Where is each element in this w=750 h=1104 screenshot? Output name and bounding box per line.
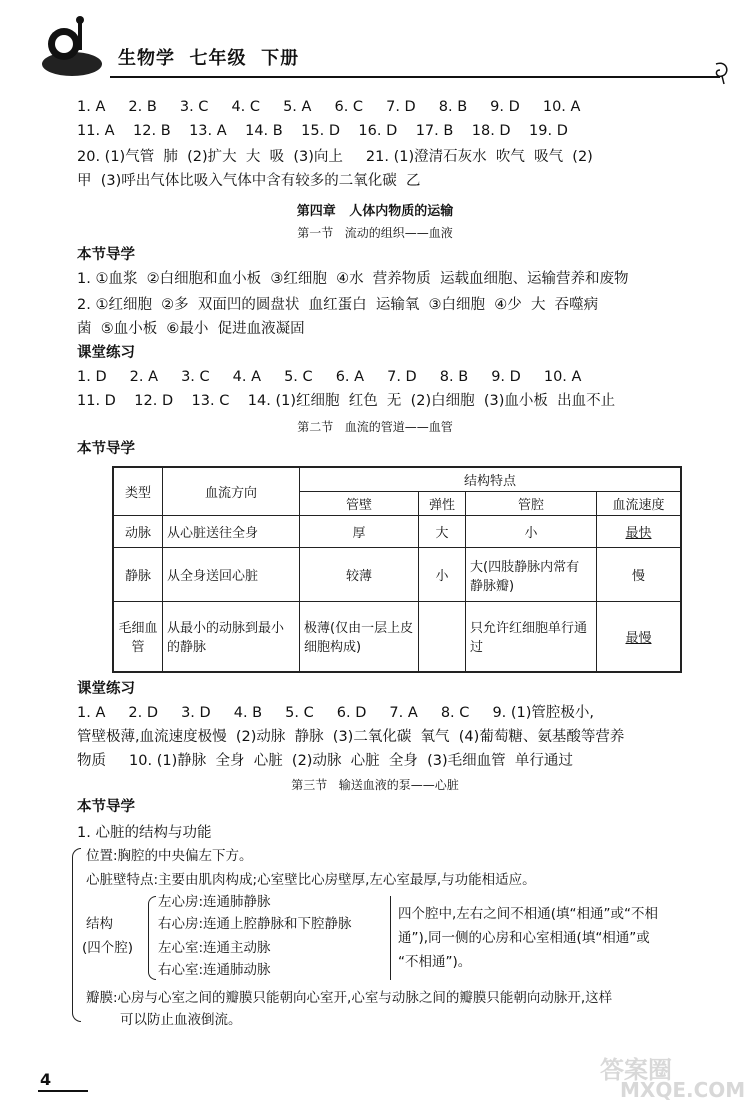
- th-speed: 血流速度: [597, 492, 682, 516]
- th-type: 类型: [113, 467, 163, 516]
- vessel-table: [112, 466, 682, 673]
- cell-flow: 从最小的动脉到最小的静脉: [163, 602, 300, 672]
- valve-text: 可以防止血液倒流。: [120, 1012, 242, 1028]
- section-title: 第三节 输送血液的泵——心脏: [291, 778, 459, 792]
- cell-wall: 较薄: [300, 548, 419, 602]
- th-flow: 血流方向: [163, 467, 300, 516]
- section-label: 课堂练习: [77, 681, 135, 697]
- cell-elastic: [419, 602, 466, 672]
- section-label: 本节导学: [77, 799, 135, 815]
- note-bracket: [390, 896, 393, 980]
- practice-line: 物质 10. (1)静脉 全身 心脏 (2)动脉 心脏 全身 (3)毛细血管 单行通过: [77, 753, 573, 769]
- header-title: 生物学 七年级 下册: [118, 48, 300, 69]
- guide-item: 1. 心脏的结构与功能: [77, 825, 212, 841]
- cell-lumen: 小: [466, 516, 597, 548]
- cell-flow: 从全身送回心脏: [163, 548, 300, 602]
- structure-sublabel: (四个腔): [82, 940, 134, 956]
- valve-text: 瓣膜:心房与心室之间的瓣膜只能朝向心室开,心室与动脉之间的瓣膜只能朝向动脉开,这样: [86, 990, 613, 1006]
- cell-flow: 从心脏送往全身: [163, 516, 300, 548]
- cell-lumen: 大(四肢静脉内常有静脉瓣): [466, 548, 597, 602]
- structure-label: 结构: [86, 916, 113, 932]
- section-title: 第一节 流动的组织——血液: [297, 226, 453, 240]
- header-rule: [110, 76, 720, 78]
- answer-line: 甲 (3)呼出气体比吸入气体中含有较多的二氧化碳 乙: [77, 173, 421, 189]
- cell-elastic: 小: [419, 548, 466, 602]
- th-wall: 管壁: [300, 492, 419, 516]
- chamber-item: 左心房:连通肺静脉: [158, 894, 271, 910]
- cell-speed: 慢: [597, 548, 682, 602]
- chapter-title: 第四章 人体内物质的运输: [296, 204, 454, 219]
- practice-line: 1. A 2. D 3. D 4. B 5. C 6. D 7. A 8. C 9. (1)管腔极小,: [77, 705, 595, 721]
- practice-line: 1. D 2. A 3. C 4. A 5. C 6. A 7. D 8. B 9. D 10. A: [77, 369, 582, 385]
- watermark-url: MXQE.COM: [620, 1078, 746, 1102]
- practice-line: 管壁极薄,血流速度极慢 (2)动脉 静脉 (3)二氧化碳 氧气 (4)葡萄糖、氨基酸等营养: [77, 729, 625, 745]
- cell-speed: 最快: [597, 516, 682, 548]
- answer-line: 1. A 2. B 3. C 4. C 5. A 6. C 7. D 8. B 9. D 10. A: [77, 99, 581, 115]
- header-ornament-icon: [712, 60, 734, 90]
- chamber-note: “不相通”)。: [398, 954, 472, 970]
- chamber-item: 左心室:连通主动脉: [158, 940, 271, 956]
- heart-position: 位置:胸腔的中央偏左下方。: [86, 848, 253, 864]
- chamber-item: 右心房:连通上腔静脉和下腔静脉: [158, 916, 352, 932]
- section-title: 第二节 血流的管道——血管: [297, 420, 453, 434]
- chamber-brace: [148, 896, 156, 980]
- cell-type: 毛细血管: [113, 602, 163, 672]
- chamber-item: 右心室:连通肺动脉: [158, 962, 271, 978]
- cell-speed: 最慢: [597, 602, 682, 672]
- section-label: 本节导学: [77, 247, 135, 263]
- cell-elastic: 大: [419, 516, 466, 548]
- th-lumen: 管腔: [466, 492, 597, 516]
- section-label: 课堂练习: [77, 345, 135, 361]
- cell-wall: 厚: [300, 516, 419, 548]
- guide-line: 1. ①血浆 ②白细胞和血小板 ③红细胞 ④水 营养物质 运载血细胞、运输营养和废物: [77, 271, 629, 287]
- page-number: 4: [40, 1070, 52, 1089]
- outer-brace: [72, 848, 81, 1022]
- answer-line: 11. A 12. B 13. A 14. B 15. D 16. D 17. B 18. D 19. D: [77, 123, 568, 139]
- th-elastic: 弹性: [419, 492, 466, 516]
- heart-wall: 心脏壁特点:主要由肌肉构成;心室壁比心房壁厚,左心室最厚,与功能相适应。: [86, 872, 536, 888]
- cell-type: 静脉: [113, 548, 163, 602]
- th-struct: 结构特点: [300, 467, 682, 492]
- table-row: [113, 516, 681, 548]
- page-number-rule: [38, 1090, 88, 1092]
- cell-wall: 极薄(仅由一层上皮细胞构成): [300, 602, 419, 672]
- cell-type: 动脉: [113, 516, 163, 548]
- table-row: [113, 548, 681, 602]
- header-logo-icon: [38, 14, 108, 84]
- guide-line: 2. ①红细胞 ②多 双面凹的圆盘状 血红蛋白 运输氧 ③白细胞 ④少 大 吞噬病: [77, 297, 599, 313]
- guide-line: 菌 ⑤血小板 ⑥最小 促进血液凝固: [77, 321, 305, 337]
- practice-line: 11. D 12. D 13. C 14. (1)红细胞 红色 无 (2)白细胞 (3)血小板 出血不止: [77, 393, 616, 409]
- cell-lumen: 只允许红细胞单行通过: [466, 602, 597, 672]
- answer-line: 20. (1)气管 肺 (2)扩大 大 吸 (3)向上 21. (1)澄清石灰水 吹气 吸气 (2): [77, 149, 593, 165]
- watermark-logo: 答案圈: [600, 1056, 672, 1084]
- section-label: 本节导学: [77, 441, 135, 457]
- chamber-note: 通”),同一侧的心房和心室相通(填“相通”或: [398, 930, 650, 946]
- chamber-note: 四个腔中,左右之间不相通(填“相通”或“不相: [398, 906, 659, 922]
- table-row: [113, 602, 681, 672]
